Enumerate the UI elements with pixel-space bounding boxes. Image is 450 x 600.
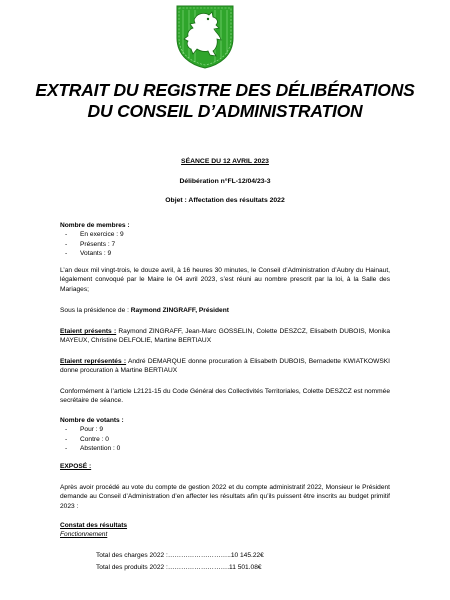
deliberation-subject: Objet : Affectation des résultats 2022	[165, 197, 285, 204]
representes-paragraph	[60, 357, 390, 376]
presents-label: Etaient présents :	[60, 328, 117, 335]
representes-label: Etaient représentés :	[60, 358, 127, 365]
votants-heading: Nombre de votants :	[60, 417, 124, 424]
membres-list	[60, 230, 390, 258]
presents-paragraph	[60, 327, 390, 346]
votants-section	[60, 416, 390, 453]
list-item: - Pour : 9	[60, 425, 390, 434]
totals-list	[96, 550, 264, 574]
membres-heading: Nombre de membres :	[60, 222, 130, 229]
representes-text: André DEMARQUE donne procuration à Elisabeth DUBOIS, Bernadette KWIATKOWSKI donne procuration à Martine BERTIAUX	[60, 358, 391, 375]
list-item: - Contre : 0	[60, 435, 390, 444]
intro-paragraph: L’an deux mil vingt-trois, le douze avril, à 16 heures 30 minutes, le Conseil d’Administration d’Aubry du Hainaut, légalement convoqué par le Maire le 04 avril 2023, s’est réuni au nombre prescrit par la loi, à la Salle des Mariages;	[60, 267, 390, 293]
presidence-line	[60, 306, 390, 315]
presents-text: Raymond ZINGRAFF, Jean-Marc GOSSELIN, Colette DESZCZ, Elisabeth DUBOIS, Monika MAYEUX, Christine DELFOLIE, Martine BERTIAUX	[60, 328, 390, 345]
list-item: - Abstention : 0	[60, 444, 390, 453]
expose-heading: EXPOSÉ :	[60, 463, 92, 470]
presidence-name: Raymond ZINGRAFF, Président	[130, 307, 229, 314]
list-item: - Votants : 9	[60, 249, 390, 258]
constat-heading: Constat des résultats	[60, 522, 128, 529]
expose-paragraph: Après avoir procédé au vote du compte de gestion 2022 et du compte administratif 2022, Monsieur le Président demande au Conseil d’Administration d’en affecter les résultats afin qu’ils puissent être inscrits au budget primitif 2023 :	[60, 484, 390, 510]
votants-list	[60, 425, 390, 453]
deliberation-number: Délibération n°FL-12/04/23-3	[179, 178, 271, 185]
fonctionnement-heading: Fonctionnement	[60, 531, 108, 538]
total-produits: Total des produits 2022 :……………………….11 501.08€	[96, 564, 262, 571]
list-item: - Présents : 7	[60, 240, 390, 249]
document-title-line2: DU CONSEIL D’ADMINISTRATION	[87, 101, 363, 121]
total-charges: Total des charges 2022 :………………………..10 145.22€	[96, 552, 264, 559]
list-item: - En exercice : 9	[60, 230, 390, 239]
coat-of-arms-logo	[175, 4, 235, 70]
document-title-line1: EXTRAIT DU REGISTRE DES DÉLIBÉRATIONS	[35, 80, 415, 100]
conformement-paragraph: Conformément à l’article L2121-15 du Code Général des Collectivités Territoriales, Colette DESZCZ est nommée secrétaire de séance.	[60, 388, 390, 405]
membres-section	[60, 221, 390, 258]
presidence-prefix: Sous la présidence de :	[60, 307, 131, 314]
seance-date: SÉANCE DU 12 AVRIL 2023	[181, 158, 269, 165]
